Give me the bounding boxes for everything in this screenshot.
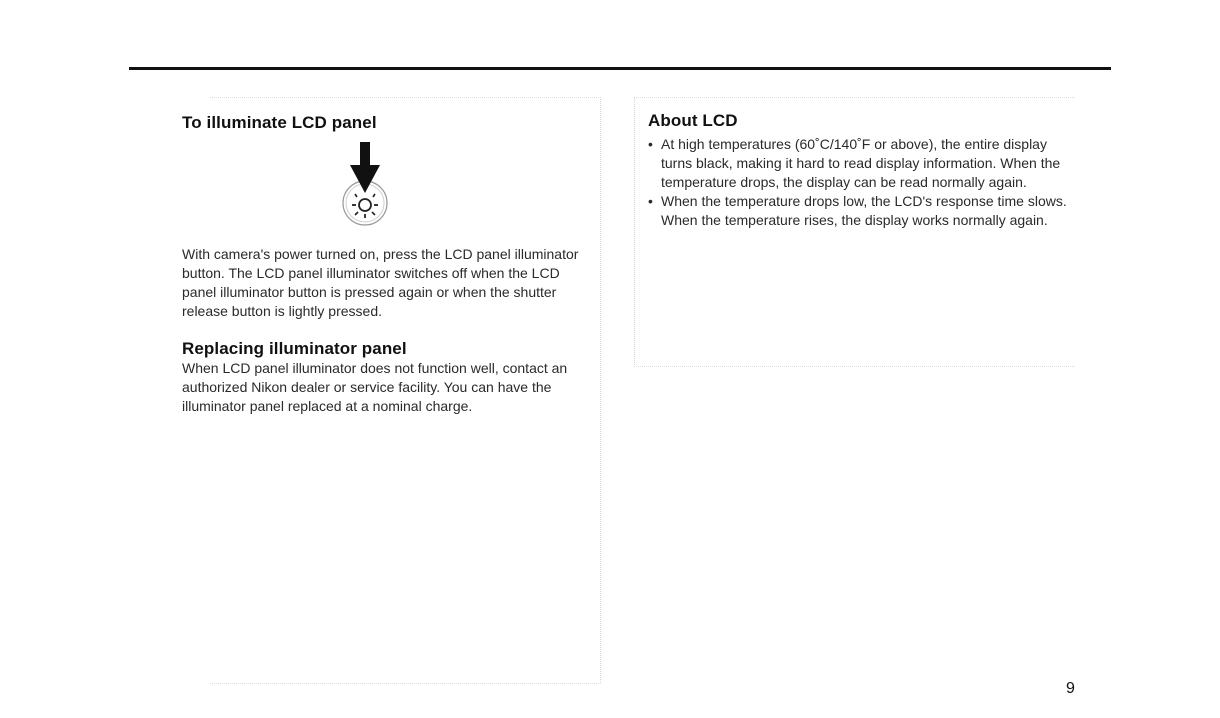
- list-item: [648, 192, 1068, 230]
- list-item: [648, 135, 1068, 192]
- page-number: 9: [1066, 680, 1075, 697]
- lcd-notes-list: [648, 135, 1068, 230]
- section-title-replacing: Replacing illuminator panel: [182, 339, 407, 358]
- section-title-illuminate: To illuminate LCD panel: [182, 113, 377, 132]
- list-item-text: At high temperatures (60˚C/140˚F or above), the entire display turns black, making it hard to read display information. When the temperature drops, the display can be read normally again.: [661, 136, 1061, 190]
- illuminate-instructions: With camera's power turned on, press the LCD panel illuminator button. The LCD panel illuminator switches off when the LCD panel illuminator button is pressed again or when the shutter release button is lightly pressed.: [182, 246, 579, 319]
- replacing-instructions: When LCD panel illuminator does not function well, contact an authorized Nikon dealer or service facility. You can have the illuminator panel replaced at a nominal charge.: [182, 360, 568, 414]
- illuminator-button-press-icon: [335, 141, 415, 241]
- bullet-icon: •: [648, 136, 653, 152]
- left-column: [182, 113, 592, 416]
- bullet-icon: •: [648, 193, 653, 209]
- illustration: [182, 133, 592, 245]
- list-item-text: When the temperature drops low, the LCD's response time slows. When the temperature rises, the display works normally again.: [661, 193, 1067, 228]
- section-title-about-lcd: About LCD: [648, 111, 738, 130]
- right-column: [648, 111, 1068, 230]
- top-rule: [129, 67, 1111, 70]
